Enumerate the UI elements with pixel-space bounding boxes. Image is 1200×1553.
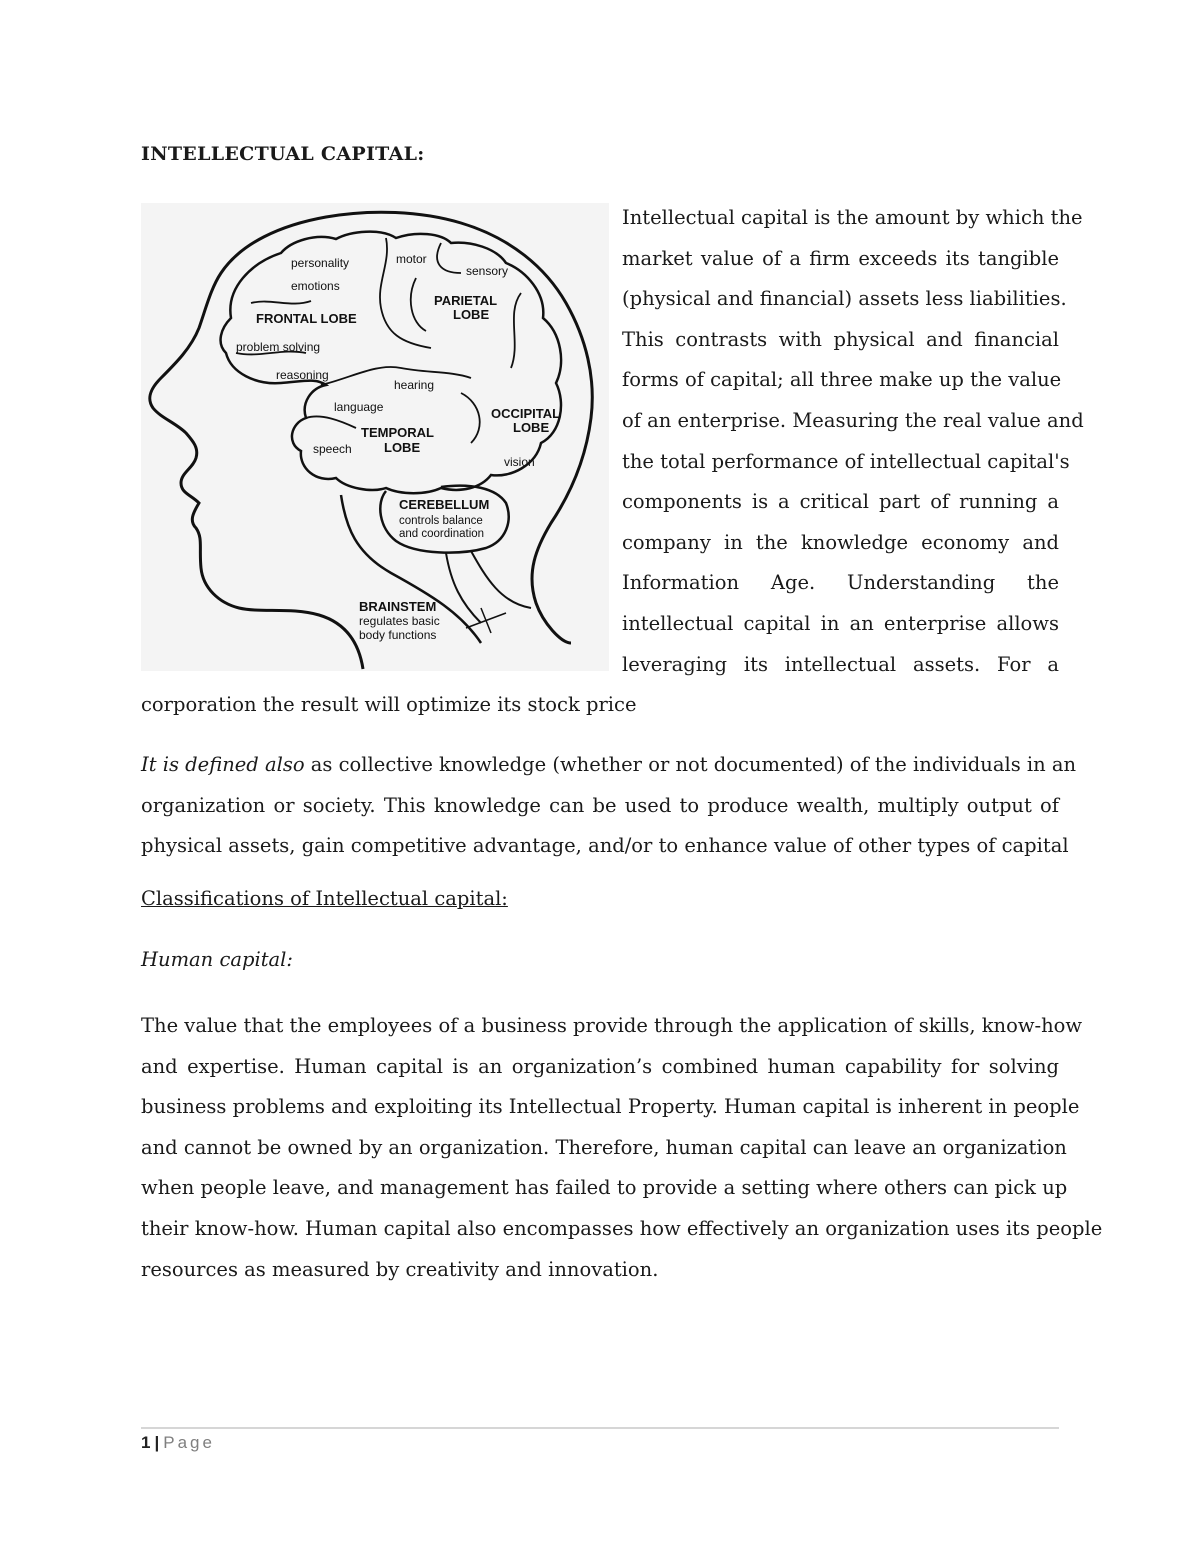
human-capital-line: business problems and exploiting its Intellectual Property. Human capital is inherent in people bbox=[141, 1095, 1080, 1119]
human-capital-line: and expertise. Human capital is an organization’s combined human capability for solving bbox=[141, 1054, 1059, 1078]
label-parietal-lobe: LOBE bbox=[453, 307, 490, 322]
label-temporal: TEMPORAL bbox=[361, 425, 434, 440]
definition-line: organization or society. This knowledge can be used to produce wealth, multiply output of bbox=[141, 793, 1059, 817]
brain-diagram bbox=[141, 203, 609, 671]
label-speech: speech bbox=[313, 442, 352, 456]
label-emotions: emotions bbox=[291, 279, 340, 293]
intro-line: components is a critical part of running a bbox=[622, 490, 1059, 514]
label-cerebellum-desc-2: and coordination bbox=[399, 528, 485, 540]
label-cerebellum-desc-1: controls balance bbox=[399, 515, 483, 527]
intro-line: leveraging its intellectual assets. For a bbox=[622, 652, 1059, 676]
definition-line: physical assets, gain competitive advantage, and/or to enhance value of other types of capital bbox=[141, 834, 1069, 858]
definition-paragraph bbox=[141, 745, 1077, 867]
label-brainstem-desc-1: regulates basic bbox=[359, 614, 440, 628]
intro-line: This contrasts with physical and financial bbox=[622, 327, 1059, 351]
page-footer bbox=[141, 1433, 215, 1453]
intro-line: Intellectual capital is the amount by which the bbox=[622, 206, 1083, 229]
label-occipital: OCCIPITAL bbox=[491, 406, 561, 421]
human-capital-line: resources as measured by creativity and innovation. bbox=[141, 1257, 659, 1281]
human-capital-paragraph bbox=[141, 1006, 1103, 1290]
label-brainstem: BRAINSTEM bbox=[359, 599, 437, 614]
intro-paragraph bbox=[622, 198, 1084, 685]
definition-line-rest: as collective knowledge (whether or not documented) of the individuals in an bbox=[304, 753, 1077, 776]
label-motor: motor bbox=[396, 252, 427, 266]
intro-line: of an enterprise. Measuring the real value and bbox=[622, 408, 1084, 432]
intro-line: company in the knowledge economy and bbox=[622, 530, 1059, 554]
label-language: language bbox=[334, 400, 384, 414]
intro-line: intellectual capital in an enterprise allows bbox=[622, 611, 1059, 635]
intro-line: (physical and financial) assets less liabilities. bbox=[622, 287, 1067, 311]
human-capital-line: their know-how. Human capital also encompasses how effectively an organization uses its people bbox=[141, 1216, 1103, 1240]
intro-line: Information Age. Understanding the bbox=[622, 571, 1059, 595]
human-capital-heading: Human capital: bbox=[141, 948, 293, 971]
human-capital-line: when people leave, and management has failed to provide a setting where others can pick up bbox=[141, 1176, 1068, 1200]
label-reasoning: reasoning bbox=[276, 368, 329, 382]
page-title: INTELLECTUAL CAPITAL: bbox=[141, 143, 425, 165]
label-sensory: sensory bbox=[466, 264, 509, 278]
intro-line: the total performance of intellectual capital's bbox=[622, 449, 1070, 473]
label-hearing: hearing bbox=[394, 378, 435, 392]
label-vision: vision bbox=[504, 455, 535, 469]
classifications-heading: Classifications of Intellectual capital: bbox=[141, 887, 508, 910]
page-label: Page bbox=[163, 1433, 215, 1452]
intro-paragraph-end: corporation the result will optimize its stock price bbox=[141, 693, 637, 716]
label-parietal: PARIETAL bbox=[434, 293, 498, 308]
human-capital-line: and cannot be owned by an organization. Therefore, human capital can leave an organization bbox=[141, 1135, 1067, 1159]
definition-line bbox=[141, 745, 1077, 786]
label-cerebellum: CEREBELLUM bbox=[399, 497, 490, 512]
definition-lead: It is defined also bbox=[141, 753, 305, 776]
page-number: 1 bbox=[141, 1433, 151, 1452]
label-occipital-lobe: LOBE bbox=[513, 420, 550, 435]
intro-line: forms of capital; all three make up the value bbox=[622, 368, 1062, 392]
footer-separator: | bbox=[154, 1433, 160, 1452]
label-temporal-lobe: LOBE bbox=[384, 440, 421, 455]
label-brainstem-desc-2: body functions bbox=[359, 628, 437, 642]
label-personality: personality bbox=[291, 256, 350, 270]
label-problem-solving: problem solving bbox=[236, 340, 321, 354]
footer-divider bbox=[141, 1427, 1059, 1429]
intro-line: market value of a firm exceeds its tangible bbox=[622, 246, 1059, 270]
human-capital-line: The value that the employees of a business provide through the application of skills, know-how bbox=[141, 1014, 1083, 1037]
label-frontal-lobe: FRONTAL LOBE bbox=[256, 311, 357, 326]
